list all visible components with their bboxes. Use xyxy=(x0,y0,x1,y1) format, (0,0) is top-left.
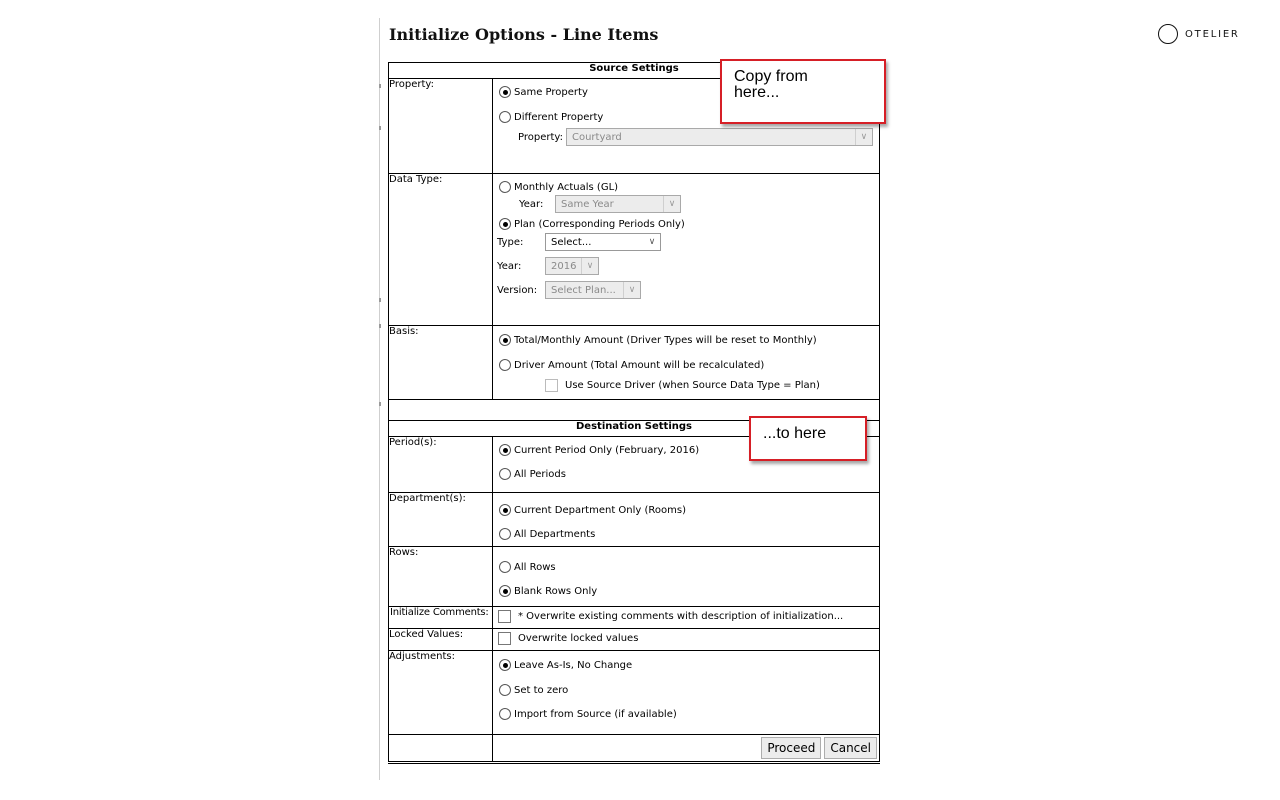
locked-values-options xyxy=(493,629,880,651)
guide-tick xyxy=(379,84,381,88)
chevron-down-icon: ∨ xyxy=(855,129,872,145)
property-select-line xyxy=(493,128,879,146)
brand-logo xyxy=(1158,24,1240,44)
all-departments-radio[interactable] xyxy=(493,528,879,540)
import-from-source-label: Import from Source (if available) xyxy=(514,708,677,720)
leave-as-is-label: Leave As-Is, No Change xyxy=(514,659,633,671)
radio-selected-icon xyxy=(499,86,511,98)
use-source-driver-line xyxy=(493,379,879,392)
locked-values-label: Locked Values: xyxy=(389,629,493,651)
set-to-zero-radio[interactable] xyxy=(493,684,879,696)
radio-icon xyxy=(499,181,511,193)
periods-label: Period(s): xyxy=(389,437,493,493)
adjustments-options xyxy=(493,651,880,735)
plan-type-value: Select... xyxy=(551,236,592,248)
initialize-comments-text: * Overwrite existing comments with description of initialization... xyxy=(518,611,844,622)
plan-version-select[interactable] xyxy=(545,281,641,299)
actuals-year-line xyxy=(493,195,879,213)
current-department-radio[interactable] xyxy=(493,504,879,516)
radio-icon xyxy=(499,708,511,720)
same-property-label: Same Property xyxy=(514,86,588,98)
radio-icon xyxy=(499,561,511,573)
circle-logo-icon xyxy=(1158,24,1178,44)
radio-selected-icon xyxy=(499,334,511,346)
copy-from-line1: Copy from xyxy=(734,68,808,85)
import-from-source-radio[interactable] xyxy=(493,708,879,720)
initialize-comments-checkbox[interactable] xyxy=(498,610,511,623)
basis-options xyxy=(493,326,880,400)
blank-rows-radio[interactable] xyxy=(493,585,879,597)
plan-year-line xyxy=(493,257,879,275)
copy-from-line2: here... xyxy=(734,84,780,101)
locked-values-text: Overwrite locked values xyxy=(518,633,639,644)
driver-amount-label: Driver Amount (Total Amount will be recalculated) xyxy=(514,359,765,371)
plan-type-label: Type: xyxy=(497,236,524,248)
blank-rows-label: Blank Rows Only xyxy=(514,585,598,597)
total-monthly-radio[interactable] xyxy=(493,334,879,346)
property-select-value: Courtyard xyxy=(571,131,622,143)
radio-selected-icon xyxy=(499,504,511,516)
use-source-driver-checkbox[interactable] xyxy=(545,379,558,392)
property-select[interactable] xyxy=(566,128,873,146)
all-periods-label: All Periods xyxy=(514,468,566,480)
departments-label: Department(s): xyxy=(389,493,493,547)
radio-selected-icon xyxy=(499,585,511,597)
different-property-label: Different Property xyxy=(514,111,604,123)
monthly-actuals-label: Monthly Actuals (GL) xyxy=(514,181,619,193)
to-here-callout xyxy=(749,416,867,461)
locked-values-line xyxy=(493,632,879,645)
proceed-button[interactable]: Proceed xyxy=(761,737,821,759)
guide-tick xyxy=(379,298,381,302)
departments-row xyxy=(389,493,880,547)
monthly-actuals-radio[interactable] xyxy=(493,181,879,193)
leave-as-is-radio[interactable] xyxy=(493,659,879,671)
initialize-comments-options xyxy=(493,607,880,629)
radio-icon xyxy=(499,111,511,123)
radio-icon xyxy=(499,528,511,540)
plan-label: Plan (Corresponding Periods Only) xyxy=(514,218,685,230)
all-departments-label: All Departments xyxy=(514,528,596,540)
source-settings-header: Source Settings xyxy=(389,63,880,79)
driver-amount-radio[interactable] xyxy=(493,359,879,371)
locked-values-row xyxy=(389,629,880,651)
plan-radio[interactable] xyxy=(493,218,879,230)
button-row xyxy=(389,735,880,763)
property-select-label: Property: xyxy=(518,131,563,143)
button-row-empty-cell xyxy=(389,735,493,763)
chevron-down-icon: ∨ xyxy=(648,237,656,247)
radio-icon xyxy=(499,468,511,480)
page-title: Initialize Options - Line Items xyxy=(389,25,659,44)
action-buttons xyxy=(493,735,879,761)
set-to-zero-label: Set to zero xyxy=(514,684,569,696)
all-rows-label: All Rows xyxy=(514,561,556,573)
rows-options xyxy=(493,547,880,607)
basis-row xyxy=(389,326,880,400)
plan-type-select[interactable] xyxy=(545,233,661,251)
button-row-cell xyxy=(493,735,880,763)
locked-values-checkbox[interactable] xyxy=(498,632,511,645)
guide-tick xyxy=(379,126,381,130)
data-type-options xyxy=(493,174,880,326)
plan-version-label: Version: xyxy=(497,284,538,296)
radio-selected-icon xyxy=(499,218,511,230)
radio-icon xyxy=(499,684,511,696)
current-period-label: Current Period Only (February, 2016) xyxy=(514,444,700,456)
use-source-driver-label: Use Source Driver (when Source Data Type = Plan) xyxy=(565,380,820,391)
radio-selected-icon xyxy=(499,444,511,456)
all-periods-radio[interactable] xyxy=(493,468,879,480)
initialize-comments-label: Initialize Comments: xyxy=(389,607,493,629)
plan-version-line xyxy=(493,281,879,299)
initialize-options-table xyxy=(388,62,880,764)
to-here-text: ...to here xyxy=(763,425,827,442)
plan-year-value: 2016 xyxy=(551,260,577,272)
data-type-row xyxy=(389,174,880,326)
current-department-label: Current Department Only (Rooms) xyxy=(514,504,687,516)
plan-version-value: Select Plan... xyxy=(551,284,616,296)
departments-options xyxy=(493,493,880,547)
brand-name: OTELIER xyxy=(1185,28,1240,40)
guide-tick xyxy=(379,402,381,406)
rows-row xyxy=(389,547,880,607)
initialize-comments-line xyxy=(493,610,879,623)
guide-tick xyxy=(379,324,381,328)
initialize-comments-row xyxy=(389,607,880,629)
chevron-down-icon: ∨ xyxy=(663,196,680,212)
chevron-down-icon: ∨ xyxy=(581,258,598,274)
left-guide-line xyxy=(379,18,380,780)
cancel-button[interactable]: Cancel xyxy=(824,737,877,759)
copy-from-callout xyxy=(720,59,886,124)
basis-label: Basis: xyxy=(389,326,493,400)
data-type-label: Data Type: xyxy=(389,174,493,326)
actuals-year-value: Same Year xyxy=(561,198,614,210)
property-label: Property: xyxy=(389,79,493,174)
adjustments-row xyxy=(389,651,880,735)
actuals-year-select[interactable] xyxy=(555,195,681,213)
radio-selected-icon xyxy=(499,659,511,671)
plan-year-select[interactable] xyxy=(545,257,599,275)
actuals-year-label: Year: xyxy=(519,198,544,210)
chevron-down-icon: ∨ xyxy=(623,282,640,298)
plan-type-line xyxy=(493,233,879,251)
rows-label: Rows: xyxy=(389,547,493,607)
adjustments-label: Adjustments: xyxy=(389,651,493,735)
destination-settings-header: Destination Settings xyxy=(389,421,880,437)
plan-year-label: Year: xyxy=(497,260,522,272)
radio-icon xyxy=(499,359,511,371)
total-monthly-label: Total/Monthly Amount (Driver Types will be reset to Monthly) xyxy=(514,334,817,346)
all-rows-radio[interactable] xyxy=(493,561,879,573)
